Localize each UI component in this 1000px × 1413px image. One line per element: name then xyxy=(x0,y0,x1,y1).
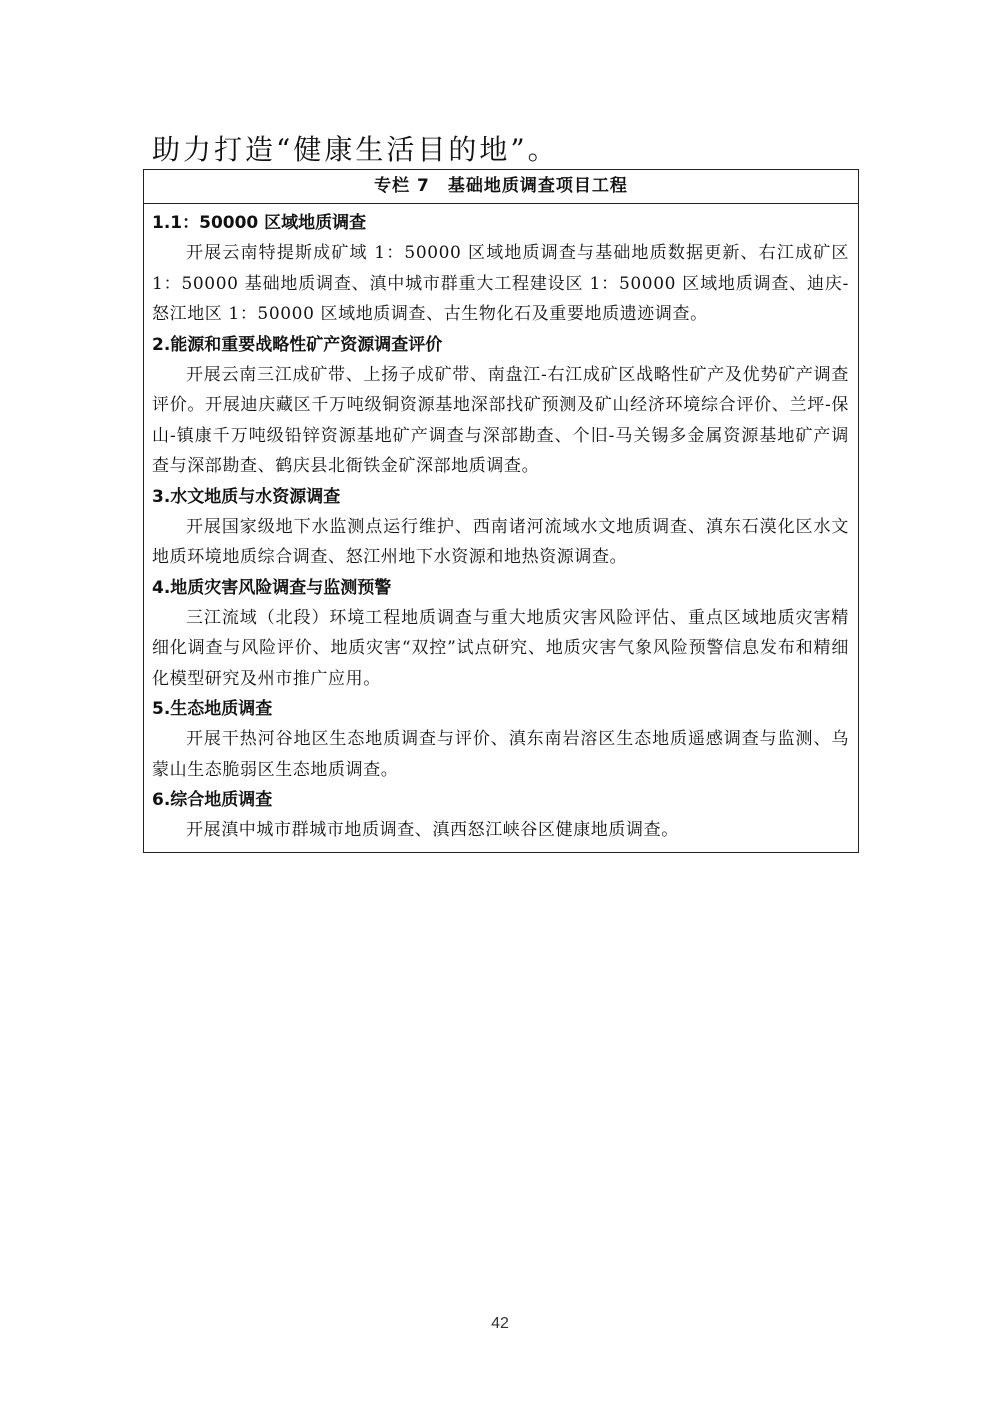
section-heading: 5.生态地质调查 xyxy=(152,699,273,719)
section-body: 开展国家级地下水监测点运行维护、西南诸河流域水文地质调查、滇东石漠化区水文地质环境地质综合调查、怒江州地下水资源和地热资源调查。 xyxy=(152,516,849,567)
section-body: 开展干热河谷地区生态地质调查与评价、滇东南岩溶区生态地质遥感调查与监测、乌蒙山生态脆弱区生态地质调查。 xyxy=(152,729,849,780)
section-body: 开展滇中城市群城市地质调查、滇西怒江峡谷区健康地质调查。 xyxy=(186,820,679,840)
section-integrated-survey xyxy=(152,785,849,846)
box-body xyxy=(144,204,858,852)
box-title: 专栏 7 基础地质调查项目工程 xyxy=(144,170,858,204)
section-geohazard xyxy=(152,573,849,695)
section-heading: 6.综合地质调查 xyxy=(152,790,273,810)
section-regional-survey xyxy=(152,208,849,330)
lead-paragraph: 助力打造“健康生活目的地”。 xyxy=(152,133,559,166)
page-number: 42 xyxy=(491,1315,509,1332)
feature-box xyxy=(143,169,859,853)
section-body: 开展云南特提斯成矿域 1：50000 区域地质调查与基础地质数据更新、右江成矿区 1：50000 基础地质调查、滇中城市群重大工程建设区 1：50000 区域地质调查、迪庆-怒江地区 1：50000 区域地质调查、古生物化石及重要地质遗迹调查。 xyxy=(152,243,849,324)
section-heading: 2.能源和重要战略性矿产资源调查评价 xyxy=(152,334,443,355)
section-heading: 3.水文地质与水资源调查 xyxy=(152,486,341,507)
section-heading: 4.地质灾害风险调查与监测预警 xyxy=(152,577,392,598)
section-heading: 1.1：50000 区域地质调查 xyxy=(152,213,367,233)
section-body: 三江流域（北段）环境工程地质调查与重大地质灾害风险评估、重点区域地质灾害精细化调查与风险评价、地质灾害“双控”试点研究、地质灾害气象风险预警信息发布和精细化模型研究及州市推广应用。 xyxy=(152,607,849,689)
section-hydrogeology xyxy=(152,482,849,573)
section-body: 开展云南三江成矿带、上扬子成矿带、南盘江-右江成矿区战略性矿产及优势矿产调查评价。开展迪庆藏区千万吨级铜资源基地深部找矿预测及矿山经济环境综合评价、兰坪-保山-镇康千万吨级铅锌资源基地矿产调查与深部勘查、个旧-马关锡多金属资源基地矿产调查与深部勘查、鹤庆县北衙铁金矿深部地质调查。 xyxy=(152,364,849,476)
section-eco-geology xyxy=(152,694,849,785)
section-mineral-resources xyxy=(152,330,849,482)
